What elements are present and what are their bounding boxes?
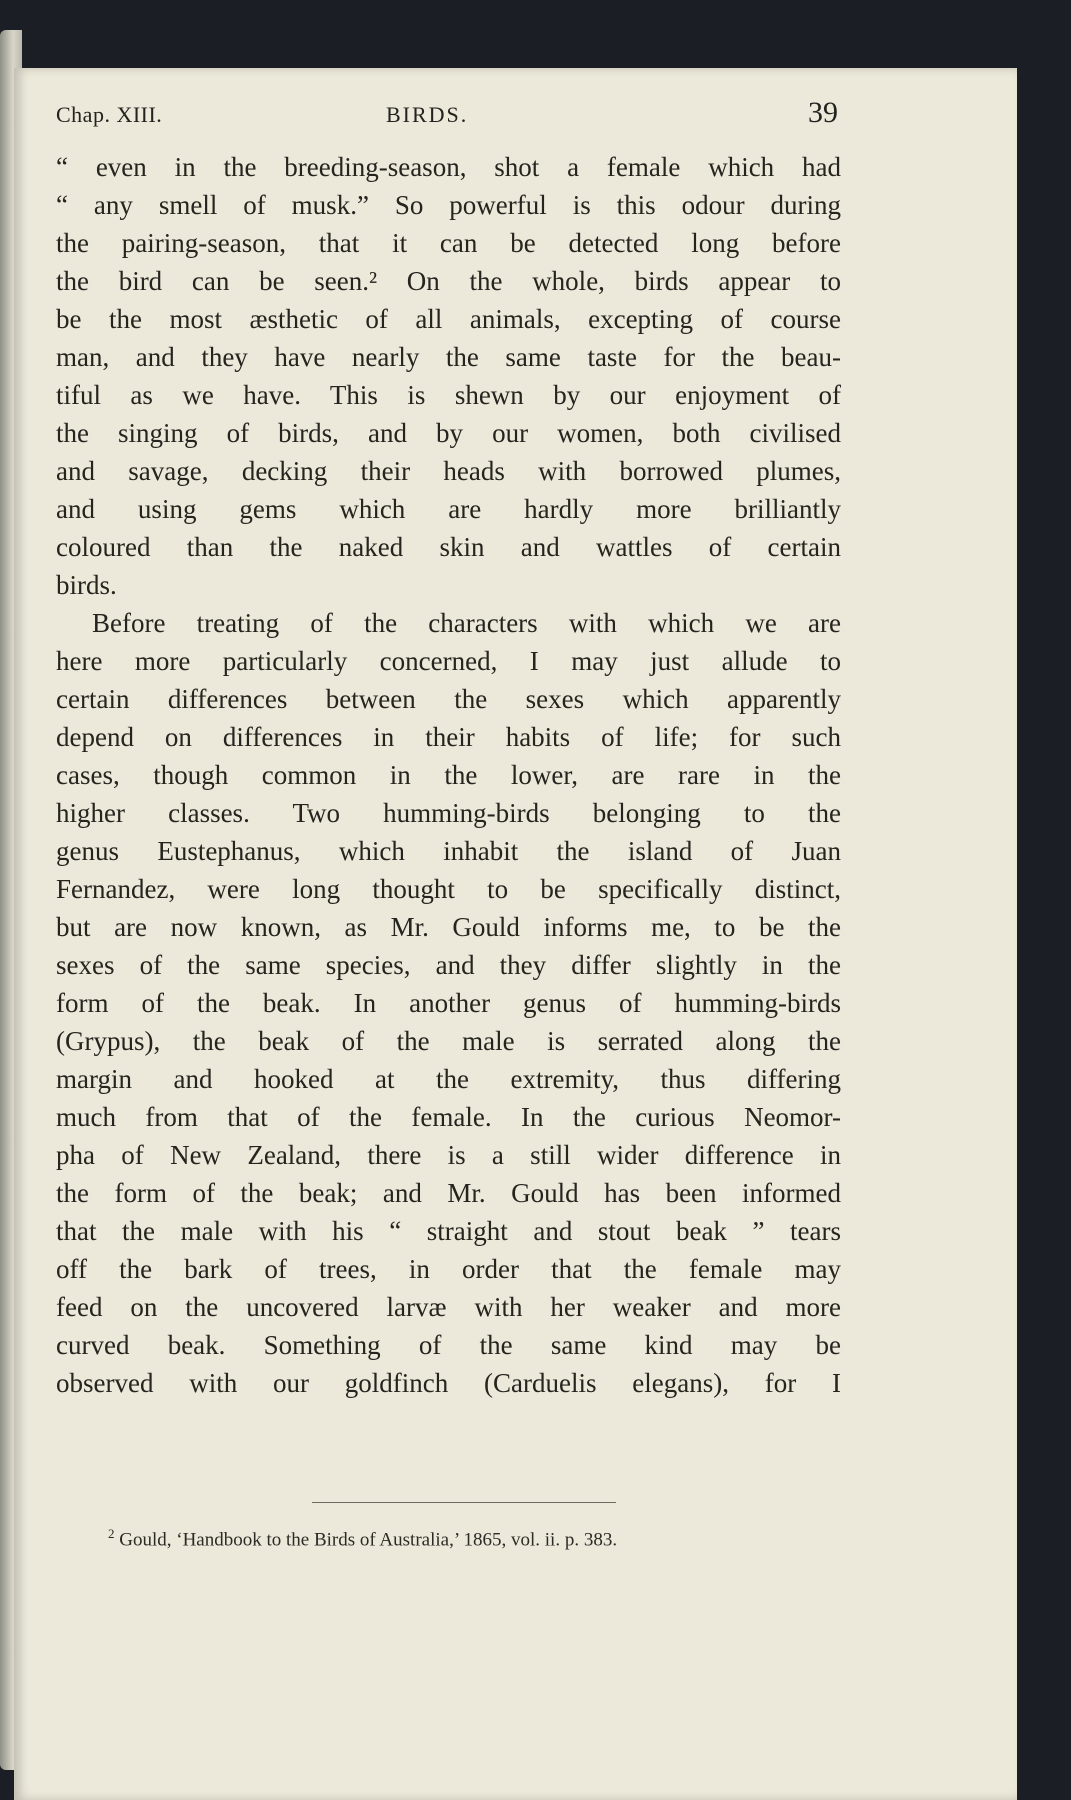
text-line: depend on differences in their habits of life; for such xyxy=(56,722,841,752)
footnote-marker: 2 xyxy=(108,1526,115,1541)
text-line: the pairing-season, that it can be detected long before xyxy=(56,228,841,258)
text-line: man, and they have nearly the same taste for the beau- xyxy=(56,342,841,372)
chapter-label: Chap. XIII. xyxy=(56,102,163,127)
text-line: “ any smell of musk.” So powerful is this odour during xyxy=(56,190,841,220)
running-header xyxy=(56,96,838,136)
text-line: (Grypus), the beak of the male is serrated along the xyxy=(56,1026,841,1056)
footnote-divider xyxy=(312,1502,616,1503)
text-line: pha of New Zealand, there is a still wider difference in xyxy=(56,1140,841,1170)
body-text xyxy=(56,148,841,1402)
text-line: cases, though common in the lower, are rare in the xyxy=(56,760,841,790)
footnote-text: Gould, ‘Handbook to the Birds of Australia,’ 1865, vol. ii. p. 383. xyxy=(119,1529,618,1551)
text-line: birds. xyxy=(56,570,117,600)
text-line: the singing of birds, and by our women, both civilised xyxy=(56,418,841,448)
text-line: here more particularly concerned, I may just allude to xyxy=(56,646,841,676)
text-line: the form of the beak; and Mr. Gould has been informed xyxy=(56,1178,841,1208)
text-line: “ even in the breeding-season, shot a female which had xyxy=(56,152,841,182)
text-line: and savage, decking their heads with borrowed plumes, xyxy=(56,456,841,486)
text-line: much from that of the female. In the curious Neomor- xyxy=(56,1102,841,1132)
page-number: 39 xyxy=(808,96,838,129)
text-line: be the most æsthetic of all animals, excepting of course xyxy=(56,304,841,334)
text-line: that the male with his “ straight and stout beak ” tears xyxy=(56,1216,841,1246)
text-line: observed with our goldfinch (Carduelis elegans), for I xyxy=(56,1368,841,1398)
text-line: the bird can be seen.² On the whole, birds appear to xyxy=(56,266,841,296)
text-line: coloured than the naked skin and wattles of certain xyxy=(56,532,841,562)
text-line: genus Eustephanus, which inhabit the island of Juan xyxy=(56,836,841,866)
text-line: feed on the uncovered larvæ with her weaker and more xyxy=(56,1292,841,1322)
text-line: higher classes. Two humming-birds belonging to the xyxy=(56,798,841,828)
text-line: certain differences between the sexes which apparently xyxy=(56,684,841,714)
running-title: BIRDS. xyxy=(386,102,469,127)
text-line: curved beak. Something of the same kind may be xyxy=(56,1330,841,1360)
paragraph-start-line: Before treating of the characters with which we are xyxy=(92,608,841,638)
footnote xyxy=(108,1526,848,1551)
text-line: margin and hooked at the extremity, thus differing xyxy=(56,1064,841,1094)
text-line: sexes of the same species, and they differ slightly in the xyxy=(56,950,841,980)
text-line: form of the beak. In another genus of humming-birds xyxy=(56,988,841,1018)
text-line: tiful as we have. This is shewn by our enjoyment of xyxy=(56,380,841,410)
text-line: and using gems which are hardly more brilliantly xyxy=(56,494,841,524)
text-line: but are now known, as Mr. Gould informs me, to be the xyxy=(56,912,841,942)
text-line: off the bark of trees, in order that the female may xyxy=(56,1254,841,1284)
text-line: Fernandez, were long thought to be specifically distinct, xyxy=(56,874,841,904)
